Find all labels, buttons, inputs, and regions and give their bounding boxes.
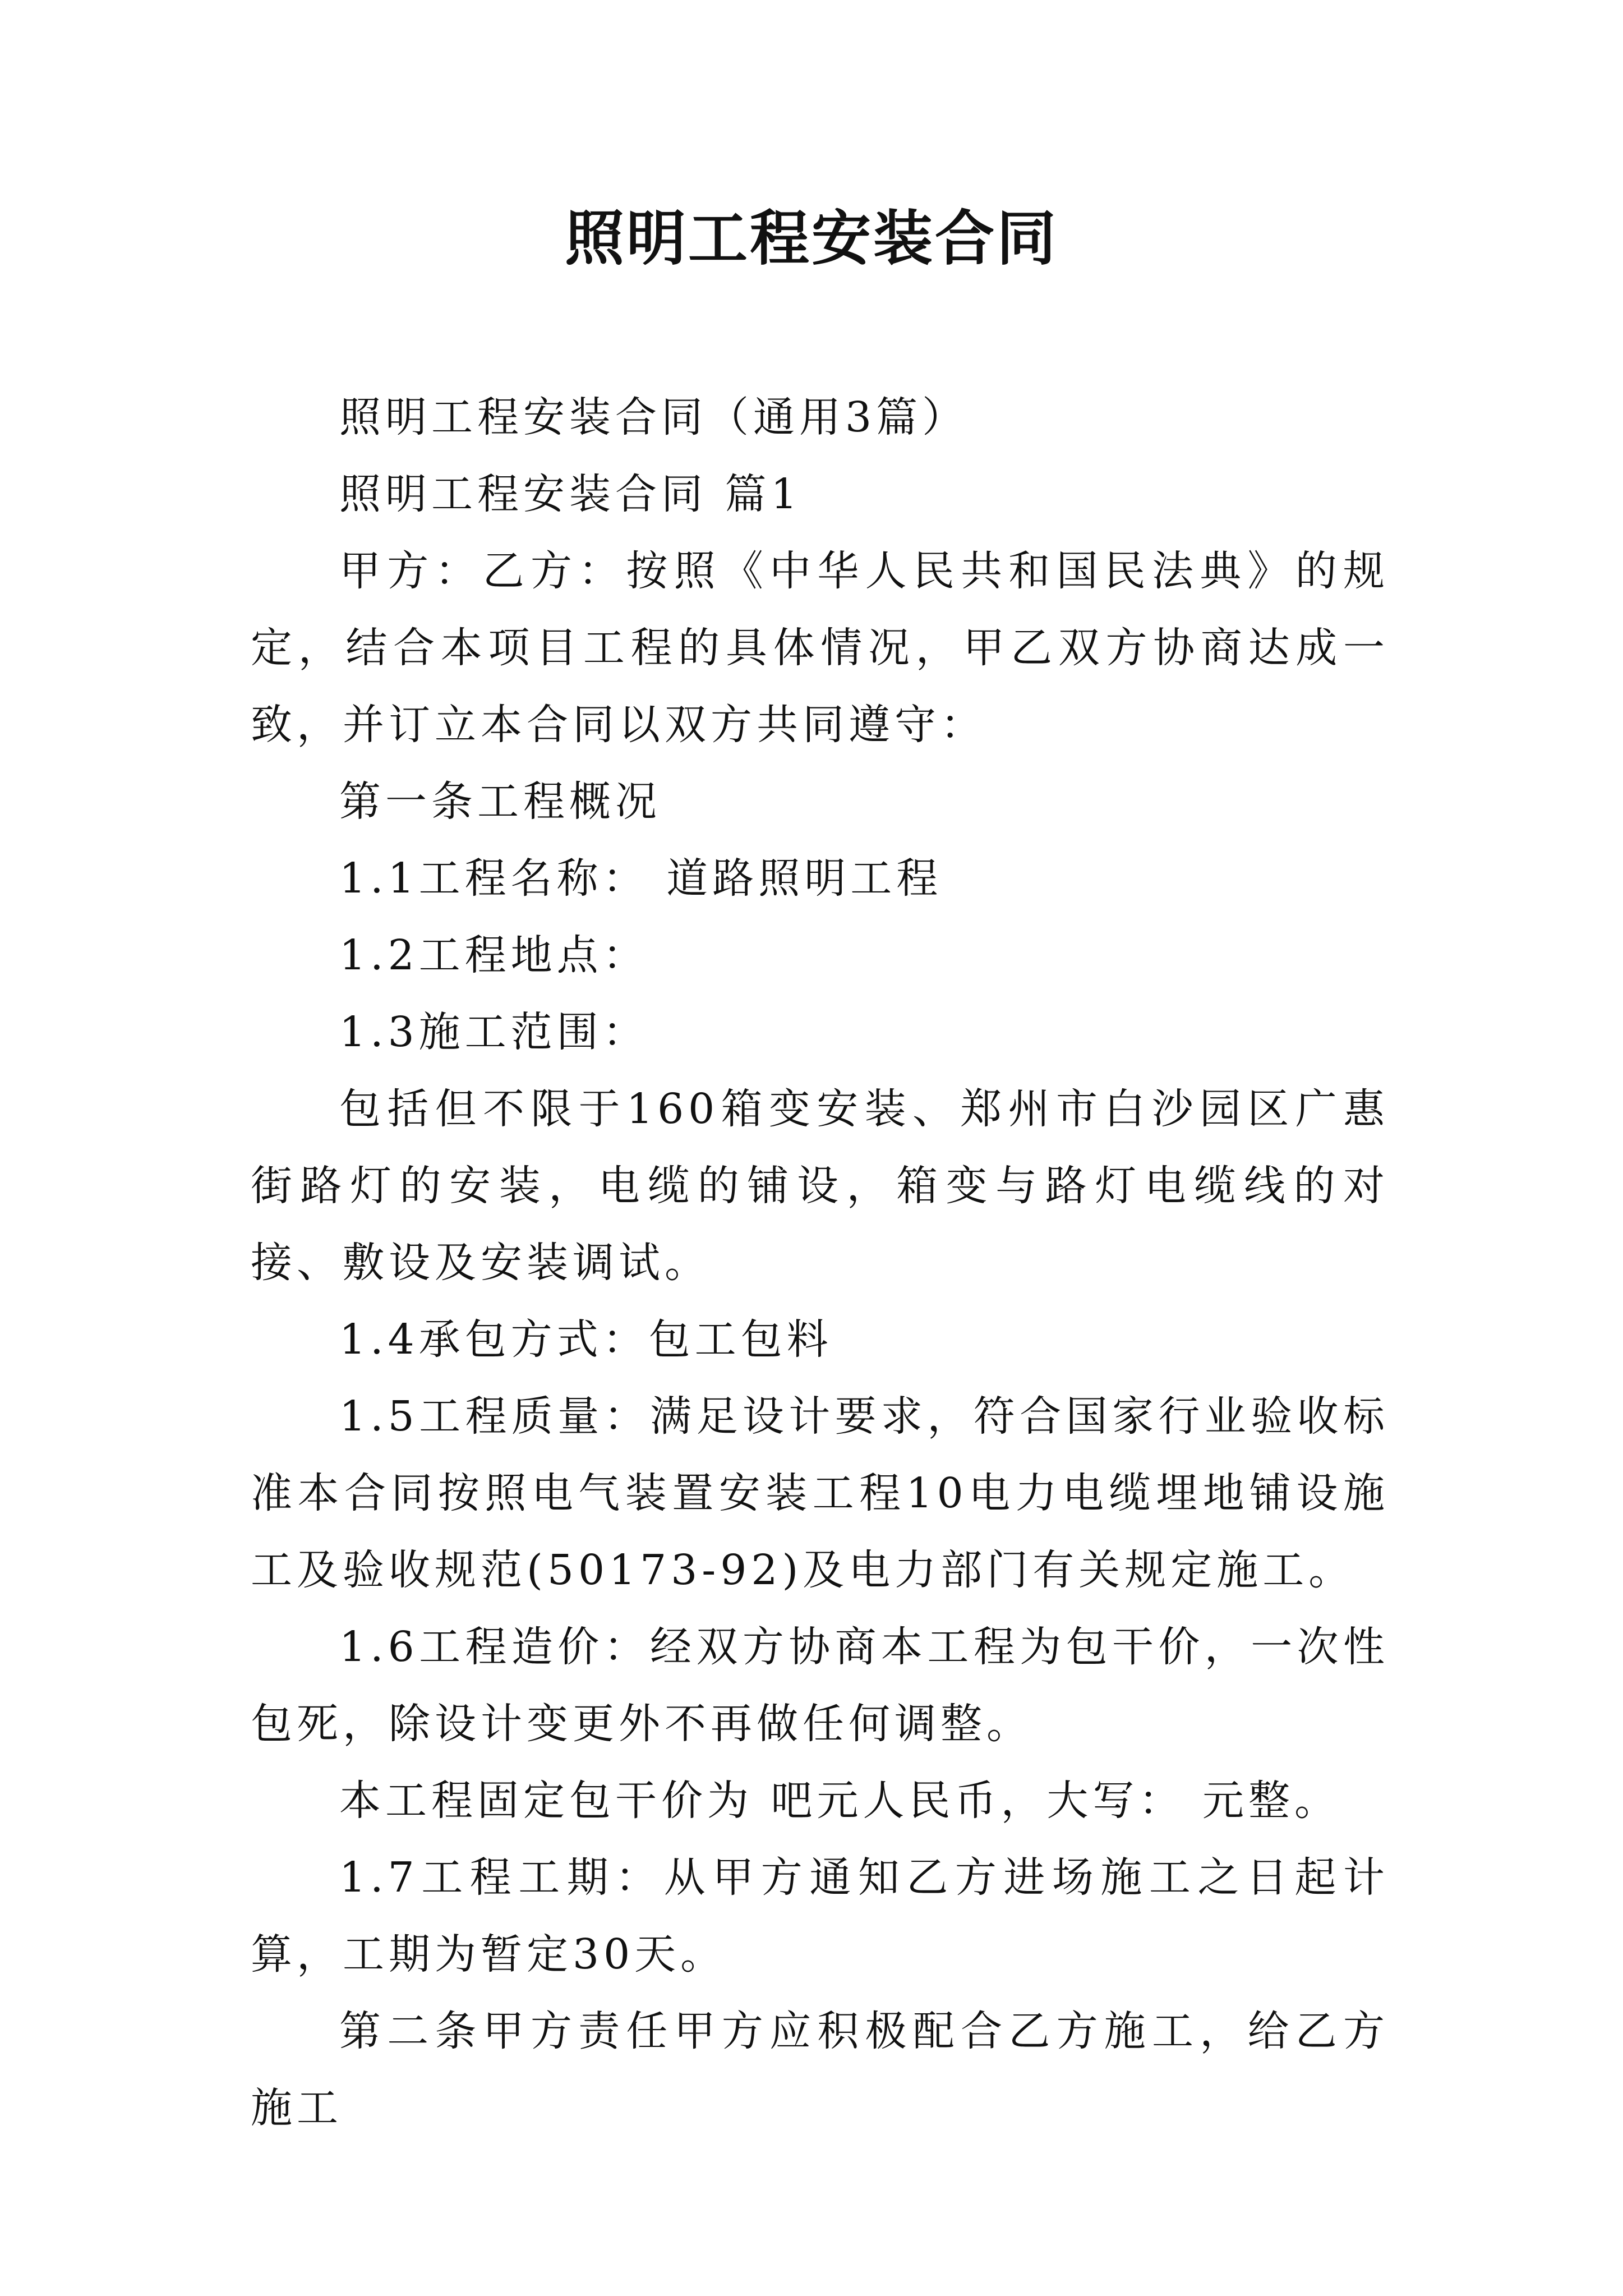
paragraph-project-cost: 1.6工程造价：经双方协商本工程为包干价，一次性包死，除设计变更外不再做任何调整。: [251, 1623, 1389, 1748]
paragraph-article-2: 第二条甲方责任甲方应积极配合乙方施工，给乙方施工: [251, 2007, 1389, 2132]
document-title: 照明工程安装合同: [565, 203, 1058, 273]
paragraph-project-name: 1.1工程名称： 道路照明工程: [339, 854, 943, 903]
paragraph-project-quality: 1.5工程质量：满足设计要求，符合国家行业验收标准本合同按照电气装置安装工程10电力电缆埋地铺设施工及验收规范(50173-92)及电力部门有关规定施工。: [251, 1392, 1389, 1594]
paragraph-fixed-price: 本工程固定包干价为 吧元人民币，大写： 元整。: [339, 1777, 1341, 1825]
paragraph-article-1: 第一条工程概况: [339, 777, 661, 826]
paragraph-contract-method: 1.4承包方式：包工包料: [339, 1315, 833, 1364]
document-body: [251, 379, 1389, 2147]
paragraph-parties: 甲方：乙方：按照《中华人民共和国民法典》的规定，结合本项目工程的具体情况，甲乙双方协商达成一致，并订立本合同以双方共同遵守：: [251, 547, 1389, 749]
paragraph-section-1: 照明工程安装合同 篇1: [339, 470, 802, 518]
paragraph-project-duration: 1.7工程工期：从甲方通知乙方进场施工之日起计算，工期为暂定30天。: [251, 1853, 1389, 1978]
paragraph-project-location: 1.2工程地点：: [339, 931, 649, 979]
paragraph-construction-scope: 1.3施工范围：: [339, 1008, 649, 1056]
paragraph-scope-details: 包括但不限于160箱变安装、郑州市白沙园区广惠街路灯的安装，电缆的铺设，箱变与路灯电缆线的对接、敷设及安装调试。: [251, 1085, 1389, 1287]
paragraph-heading: 照明工程安装合同（通用3篇）: [339, 393, 969, 441]
